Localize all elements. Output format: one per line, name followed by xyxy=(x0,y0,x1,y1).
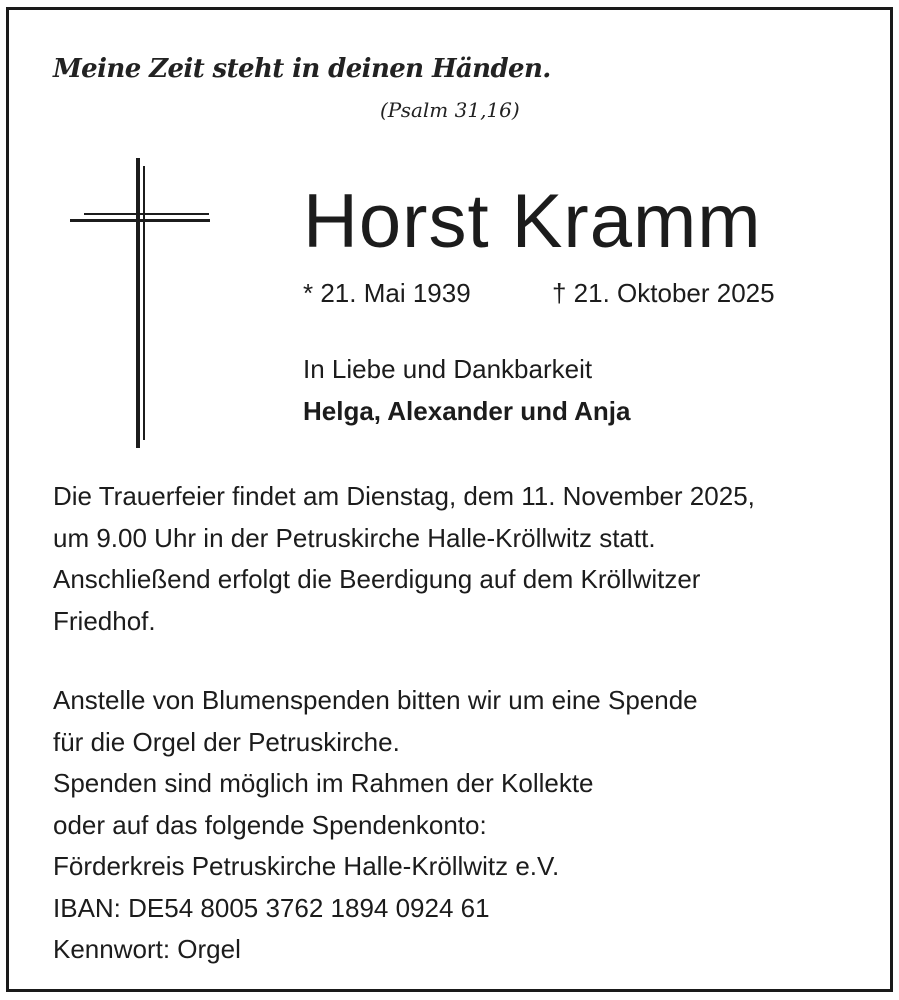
donation-line: Anstelle von Blumenspenden bitten wir um eine Spende xyxy=(53,685,698,715)
iban-line: IBAN: DE54 8005 3762 1894 0924 61 xyxy=(53,892,490,923)
life-dates xyxy=(303,278,775,309)
donation-info xyxy=(53,680,698,971)
mourners-names: Helga, Alexander und Anja xyxy=(303,396,631,426)
donation-line: Förderkreis Petruskirche Halle-Kröllwitz e.V. xyxy=(53,851,560,881)
keyword-line: Kennwort: Orgel xyxy=(53,934,241,964)
deceased-name: Horst Kramm xyxy=(303,179,762,264)
ceremony-info xyxy=(53,476,755,642)
cross-icon xyxy=(64,158,214,448)
ceremony-line: Die Trauerfeier findet am Dienstag, dem 11. November 2025, xyxy=(53,481,755,511)
death-date: † 21. Oktober 2025 xyxy=(552,278,775,308)
birth-date: * 21. Mai 1939 xyxy=(303,278,471,308)
motto-quote: Meine Zeit steht in deinen Händen. xyxy=(53,54,551,84)
ceremony-line: um 9.00 Uhr in der Petruskirche Halle-Kröllwitz statt. xyxy=(53,522,656,553)
mourners-intro: In Liebe und Dankbarkeit xyxy=(303,354,593,384)
donation-line: oder auf das folgende Spendenkonto: xyxy=(53,809,487,840)
donation-line: für die Orgel der Petruskirche. xyxy=(53,726,400,757)
donation-line: Spenden sind möglich im Rahmen der Kollekte xyxy=(53,768,594,798)
ceremony-line: Anschließend erfolgt die Beerdigung auf dem Kröllwitzer xyxy=(53,564,701,594)
motto-source: (Psalm 31,16) xyxy=(380,98,520,122)
obituary-frame xyxy=(6,7,893,992)
mourners-block xyxy=(303,348,630,432)
ceremony-line: Friedhof. xyxy=(53,605,156,636)
